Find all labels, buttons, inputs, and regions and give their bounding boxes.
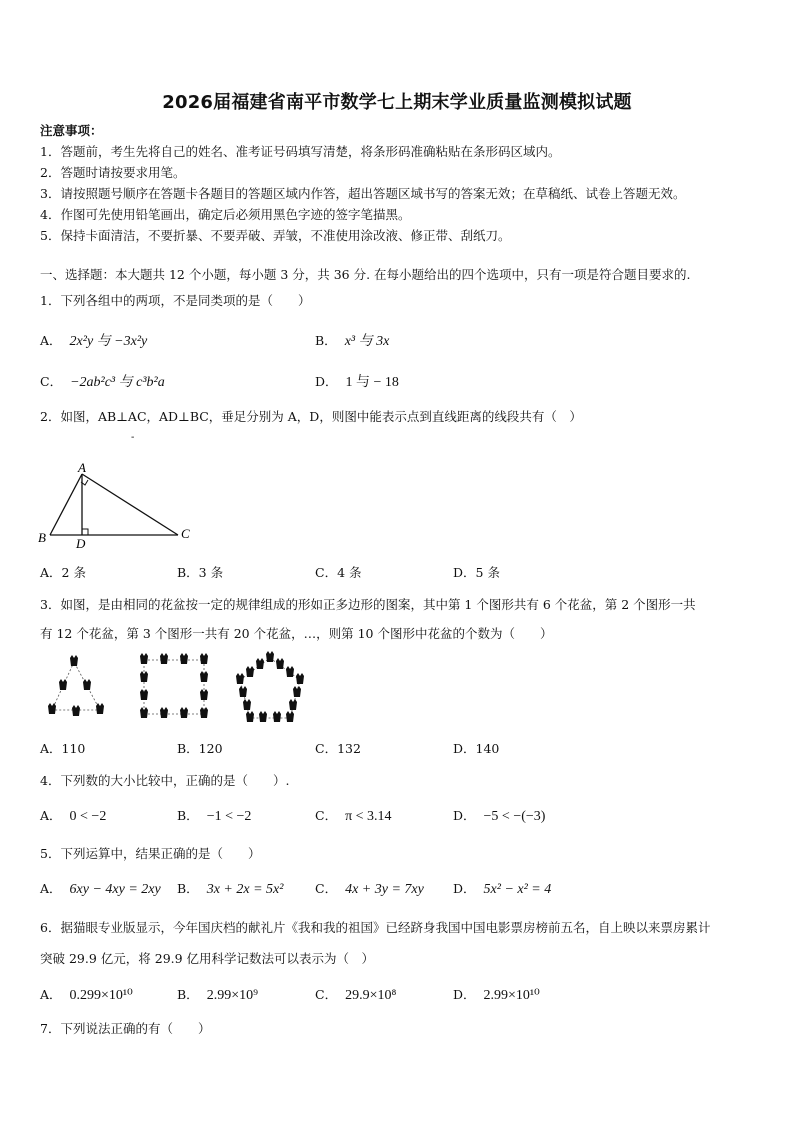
q4-option-a-text: 0 < −2 (69, 809, 107, 824)
notice-heading: 注意事项： (40, 123, 103, 138)
question-3-stem-line1: 3．如图，是由相同的花盆按一定的规律组成的形如正多边形的图案，其中第 1 个图形共有 6 个花盆，第 2 个图形一共 (40, 597, 696, 612)
q2-option-a: A．2 条 (40, 565, 86, 580)
q4-option-d (453, 806, 545, 825)
pattern-pentagon (236, 651, 304, 722)
notice-item: 4．作图可先使用铅笔画出，确定后必须用黑色字迹的签字笔描黑。 (40, 207, 411, 222)
vertex-label-d: D (76, 536, 86, 550)
q1-option-c-text: −2ab²c³ 与 c³b²a (70, 375, 165, 390)
q4-option-d-text: −5 < −(−3) (483, 809, 546, 824)
q6-option-b-label: B． (177, 987, 199, 1002)
q4-option-d-label: D． (453, 808, 476, 823)
stray-mark: - (131, 432, 135, 443)
q6-option-a-text: 0.299×10¹⁰ (69, 988, 133, 1003)
q6-option-a (40, 985, 133, 1004)
vertex-label-a: A (78, 460, 86, 475)
q5-option-b-text: 3x + 2x = 5x² (206, 882, 284, 897)
q6-option-d-label: D． (453, 987, 476, 1002)
q4-option-c-label: C． (315, 808, 338, 823)
vertex-label-b: B (38, 530, 46, 545)
question-4-stem: 4．下列数的大小比较中，正确的是（ ）. (40, 773, 290, 788)
q6-option-c-label: C． (315, 987, 338, 1002)
question-5-stem: 5．下列运算中，结果正确的是（ ） (40, 846, 261, 861)
question-2-stem: 2．如图，AB⊥AC，AD⊥BC，垂足分别为 A，D，则图中能表示点到直线距离的线段共有（ ） (40, 409, 582, 424)
question-6-stem-line1: 6．据猫眼专业版显示，今年国庆档的献礼片《我和我的祖国》已经跻身我国中国电影票房榜前五名，自上映以来票房累计 (40, 920, 711, 935)
q3-option-a: A．110 (40, 741, 86, 756)
q5-option-b-label: B． (177, 881, 199, 896)
q1-option-b (315, 330, 389, 350)
q1-option-d-label: D． (315, 374, 338, 389)
q4-option-b-label: B． (177, 808, 199, 823)
q6-option-d-text: 2.99×10¹⁰ (483, 988, 540, 1003)
q5-option-c (315, 879, 424, 898)
q1-option-a-label: A． (40, 333, 62, 348)
q4-option-a (40, 806, 106, 825)
question-1-stem: 1．下列各组中的两项，不是同类项的是（ ） (40, 293, 311, 308)
q1-option-c (40, 371, 165, 391)
section-heading: 一、选择题：本大题共 12 个小题，每小题 3 分，共 36 分. 在每小题给出的四个选项中，只有一项是符合题目要求的. (40, 267, 691, 282)
notice-item: 5．保持卡面清洁，不要折暴、不要弄破、弄皱，不准使用涂改液、修正带、刮纸刀。 (40, 228, 511, 243)
notice-item: 2．答题时请按要求用笔。 (40, 165, 186, 180)
question-7-stem: 7．下列说法正确的有（ ） (40, 1021, 211, 1036)
question-6-stem-line2: 突破 29.9 亿元，将 29.9 亿用科学记数法可以表示为（ ） (40, 951, 375, 966)
pattern-triangle (48, 655, 104, 716)
q6-option-a-label: A． (40, 987, 62, 1002)
q1-option-c-label: C． (40, 374, 63, 389)
q1-option-a-text: 2x²y 与 −3x²y (69, 334, 148, 349)
q5-option-a-text: 6xy − 4xy = 2xy (69, 882, 161, 897)
triangle-figure (36, 460, 196, 550)
q3-option-d: D．140 (453, 741, 500, 756)
q3-option-b: B．120 (177, 741, 223, 756)
q6-option-b-text: 2.99×10⁹ (206, 988, 258, 1003)
pattern-square (140, 653, 208, 718)
q5-option-c-text: 4x + 3y = 7xy (345, 882, 424, 897)
question-3-stem-line2: 有 12 个花盆，第 3 个图形一共有 20 个花盆，…，则第 10 个图形中花盆的个数为（ ） (40, 626, 553, 641)
q1-option-d (315, 371, 399, 391)
q5-option-c-label: C． (315, 881, 338, 896)
q6-option-d (453, 985, 540, 1004)
q5-option-d-label: D． (453, 881, 476, 896)
q3-option-c: C．132 (315, 741, 361, 756)
q1-option-a (40, 330, 147, 350)
q6-option-c-text: 29.9×10⁸ (345, 988, 397, 1003)
q4-option-b (177, 806, 251, 825)
q5-option-d-text: 5x² − x² = 4 (483, 882, 552, 897)
q5-option-b (177, 879, 283, 898)
q1-option-b-text: x³ 与 3x (344, 334, 390, 349)
q4-option-b-text: −1 < −2 (206, 809, 252, 824)
q1-option-d-text: 1 与 − 18 (345, 375, 399, 390)
q4-option-c (315, 806, 392, 825)
notice-item: 1．答题前，考生先将自己的姓名、准考证号码填写清楚，将条形码准确粘贴在条形码区域内。 (40, 144, 561, 159)
flowerpot-pattern-figure (38, 648, 310, 730)
notice-item: 3．请按照题号顺序在答题卡各题目的答题区域内作答，超出答题区域书写的答案无效；在草稿纸、试卷上答题无效。 (40, 186, 686, 201)
q6-option-b (177, 985, 258, 1004)
vertex-label-c: C (181, 526, 190, 541)
q4-option-c-text: π < 3.14 (345, 809, 392, 824)
q1-option-b-label: B． (315, 333, 337, 348)
q2-option-d: D．5 条 (453, 565, 500, 580)
q2-option-b: B．3 条 (177, 565, 224, 580)
page-title: 2026届福建省南平市数学七上期末学业质量监测模拟试题 (162, 92, 632, 113)
q5-option-a-label: A． (40, 881, 62, 896)
q6-option-c (315, 985, 396, 1004)
q5-option-a (40, 879, 161, 898)
q2-option-c: C．4 条 (315, 565, 362, 580)
q4-option-a-label: A． (40, 808, 62, 823)
q5-option-d (453, 879, 551, 898)
